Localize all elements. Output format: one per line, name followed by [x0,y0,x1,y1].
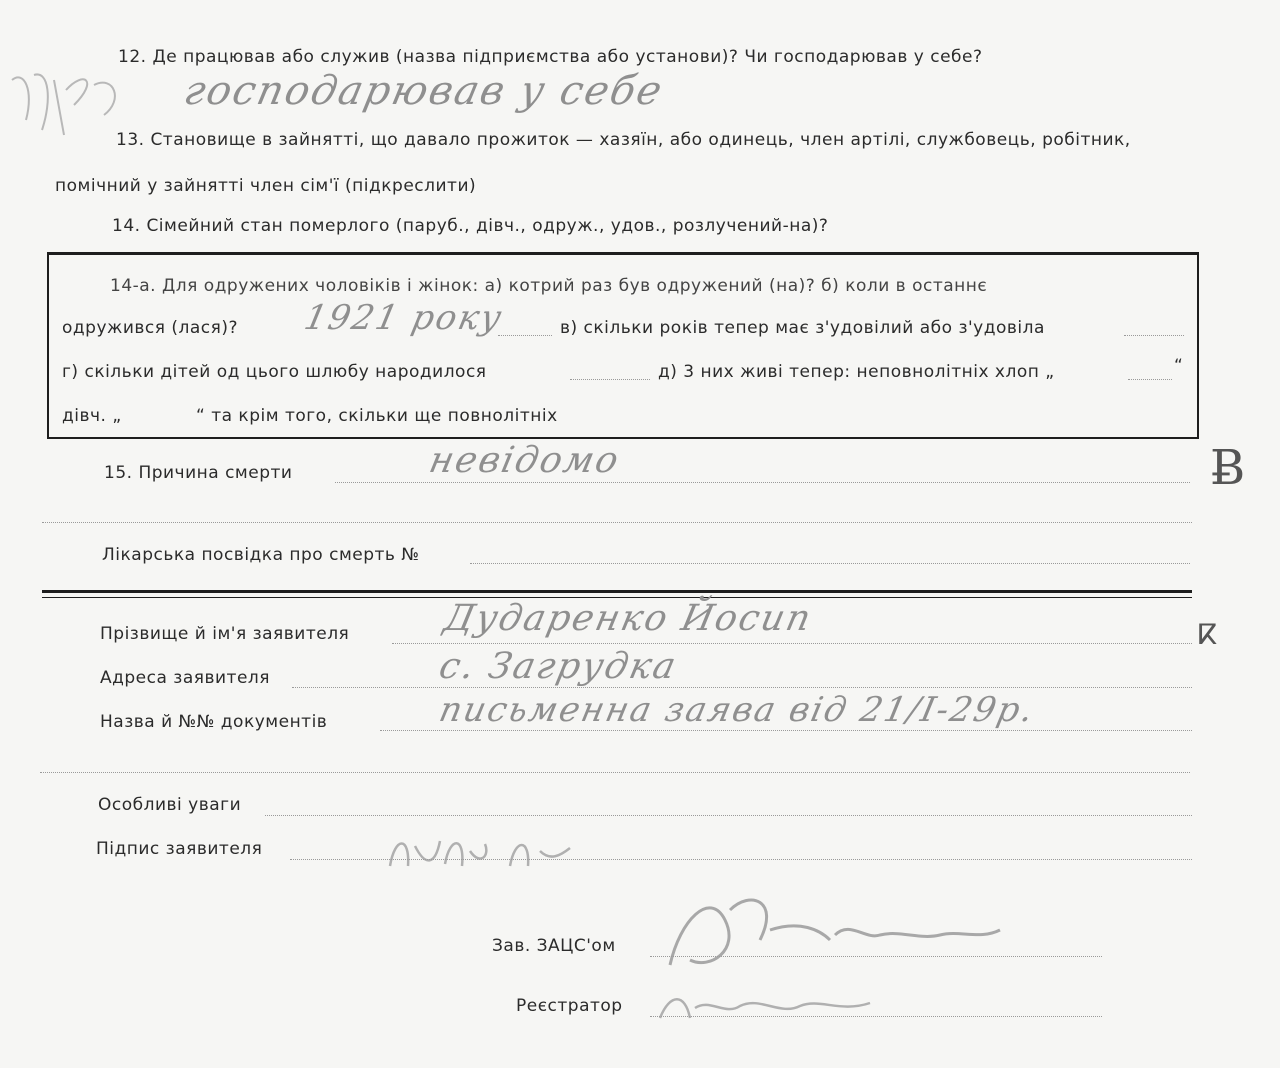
q14a-line4a: дівч. „ [62,406,122,426]
medical-label: Лікарська посвідка про смерть № [102,545,420,565]
applicant-docs-label: Назва й №№ документів [100,712,328,732]
notes-label: Особливі уваги [98,795,242,815]
q15-label: 15. Причина смерти [104,463,293,483]
q14a-line1: 14-а. Для одружених чоловіків і жінок: а) котрий раз був одружений (на)? б) коли в останнє [110,276,988,296]
q14a-dots-3 [570,379,650,380]
head-line [650,956,1102,957]
q15-line [335,482,1190,483]
q14a-line3b: д) 3 них живі тепер: неповнолітніх хлоп „ [658,362,1055,382]
q13-line1: 13. Становище в зайнятті, що давало прожиток — хазяїн, або одинець, член артілі, службовець, робітник, [116,130,1131,150]
q14-label: 14. Сімейний стан померлого (паруб., дівч., одруж., удов., розлучений-на)? [112,216,829,236]
applicant-address-line [292,687,1192,688]
q15-answer: невідомо [425,440,624,481]
q14a-dots-1 [498,335,552,336]
q13-line2: помічний у зайнятті член сім'ї (підкреслити) [55,176,477,196]
applicant-docs-value: письменна заява від 21/І-29р. [435,690,1039,730]
registrar-signature [650,978,890,1028]
medical-line [470,563,1190,564]
applicant-name-value: Дударенко Йосип [440,598,817,639]
applicant-name-line [392,643,1192,644]
q14a-line2a: одружився (лася)? [62,318,239,338]
q15-line-2 [42,522,1192,523]
q12-answer: господарював у себе [180,68,668,114]
q14a-line4b: “ та крім того, скільки ще повнолітніх [196,406,558,426]
q14a-answer: 1921 року [300,298,507,338]
registrar-line [650,1016,1102,1017]
applicant-docs-line [380,730,1192,731]
q12-label: 12. Де працював або служив (назва підприємства або установи)? Чи господарював у себе? [118,47,983,67]
head-signature [650,880,1030,980]
margin-check-mark-1: Ƀ [1210,440,1246,496]
applicant-name-label: Прізвище й ім'я заявителя [100,624,350,644]
margin-check-mark-2: ⴽ [1198,618,1218,651]
signature-label: Підпис заявителя [96,839,263,859]
margin-pencil-note [4,60,144,140]
q14a-line3a: г) скільки дітей од цього шлюбу народилося [62,362,487,382]
applicant-signature [380,826,600,876]
applicant-address-label: Адреса заявителя [100,668,271,688]
double-rule-top [42,590,1192,593]
notes-line [265,815,1192,816]
applicant-docs-line-2 [40,772,1190,773]
head-label: Зав. ЗАЦС'ом [492,936,616,956]
q14a-line2b: в) скільки років тепер має з'удовілий або з'удовіла [560,318,1045,338]
q14a-line3c: “ [1174,356,1184,376]
applicant-address-value: с. Загрудка [435,646,682,687]
registrar-label: Реєстратор [516,996,623,1016]
q14a-dots-4 [1128,379,1172,380]
signature-line [290,859,1192,860]
q14a-dots-2 [1124,335,1184,336]
